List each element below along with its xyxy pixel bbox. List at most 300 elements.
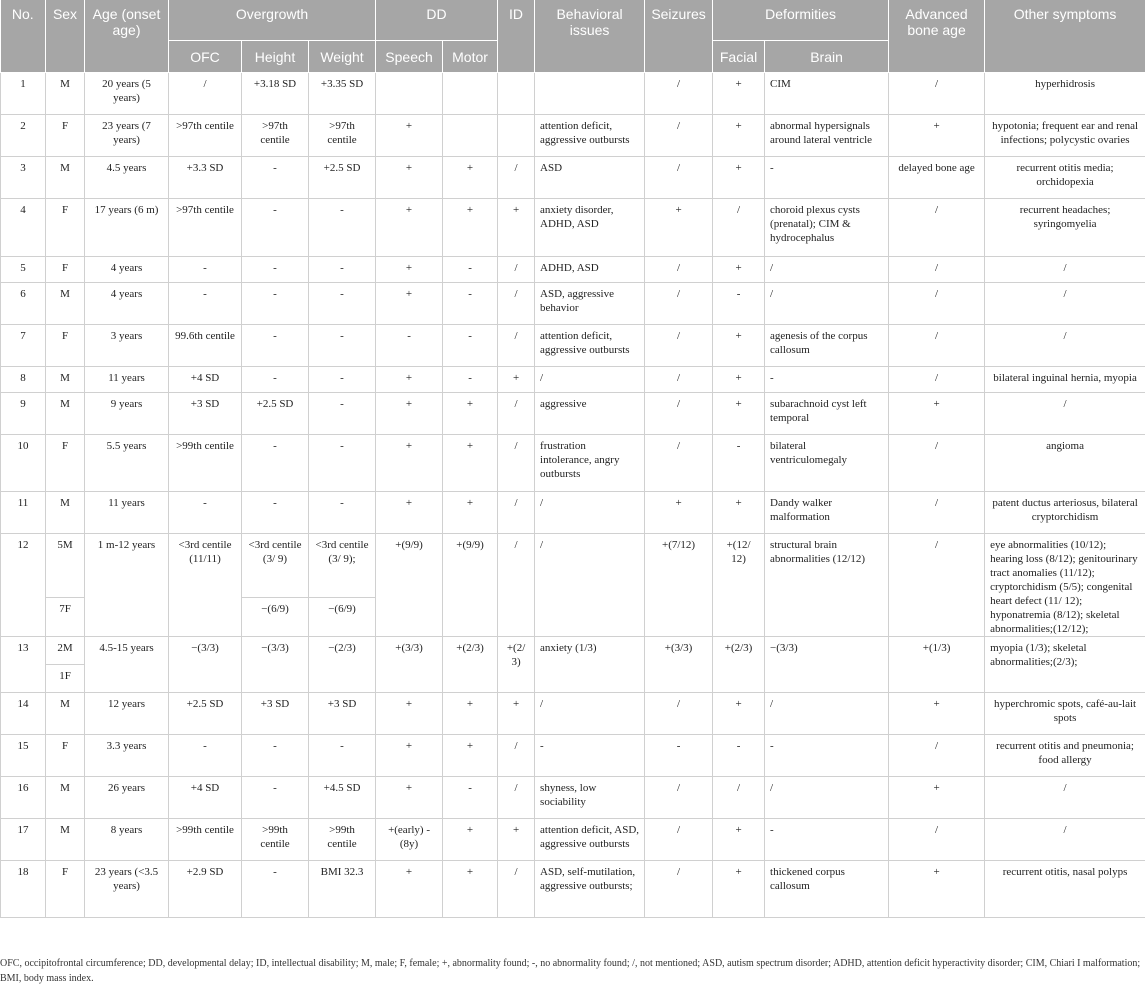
cell-height: >97th centile bbox=[242, 115, 309, 157]
table-row bbox=[1, 115, 1145, 157]
cell-brain: structural brain abnormalities (12/12) bbox=[765, 534, 889, 637]
cell-age: 9 years bbox=[85, 393, 169, 435]
cell-brain: abnormal hypersignals around lateral ventricle bbox=[765, 115, 889, 157]
cell-ofc: - bbox=[169, 257, 242, 283]
cell-bone: + bbox=[889, 861, 985, 918]
cell-height: - bbox=[242, 283, 309, 325]
cell-speech: + bbox=[376, 115, 443, 157]
cell-behavioral: anxiety disorder, ADHD, ASD bbox=[535, 199, 645, 257]
cell-brain: agenesis of the corpus callosum bbox=[765, 325, 889, 367]
cell-brain: / bbox=[765, 283, 889, 325]
cell-id: / bbox=[498, 492, 535, 534]
cell-bone: / bbox=[889, 367, 985, 393]
cell-motor bbox=[443, 73, 498, 115]
cell-bone: + bbox=[889, 115, 985, 157]
cell-other: eye abnormalities (10/12); hearing loss (8/12); genitourinary tract anomalies (11/12); cryptorchidism (5/5); congenital heart defect (11/ 12); hyponatremia (8/12); skeletal abnormalities;(12/12); bbox=[985, 534, 1145, 637]
cell-height: - bbox=[242, 735, 309, 777]
cell-weight: - bbox=[309, 257, 376, 283]
cell-motor: + bbox=[443, 492, 498, 534]
cell-no: 5 bbox=[1, 257, 46, 283]
cell-behavioral: frustration intolerance, angry outbursts bbox=[535, 435, 645, 492]
header-behavioral: Behavioral issues bbox=[535, 0, 645, 73]
cell-id: + bbox=[498, 819, 535, 861]
cell-speech: + bbox=[376, 777, 443, 819]
cell-weight_a: <3rd centile (3/ 9); bbox=[309, 534, 376, 598]
cell-facial: + bbox=[713, 325, 765, 367]
table-row bbox=[1, 777, 1145, 819]
cell-bone: / bbox=[889, 735, 985, 777]
cell-no: 13 bbox=[1, 637, 46, 693]
cell-speech: + bbox=[376, 492, 443, 534]
cell-ofc: - bbox=[169, 283, 242, 325]
table-row bbox=[1, 393, 1145, 435]
cell-behavioral: - bbox=[535, 735, 645, 777]
cell-other: angioma bbox=[985, 435, 1145, 492]
table-body bbox=[1, 73, 1145, 918]
table-row bbox=[1, 283, 1145, 325]
cell-age: 3.3 years bbox=[85, 735, 169, 777]
cell-other: patent ductus arteriosus, bilateral cryptorchidism bbox=[985, 492, 1145, 534]
header-id: ID bbox=[498, 0, 535, 73]
cell-seizures: + bbox=[645, 492, 713, 534]
cell-sex: F bbox=[46, 735, 85, 777]
cell-weight: - bbox=[309, 435, 376, 492]
cell-bone: / bbox=[889, 492, 985, 534]
cell-weight: +4.5 SD bbox=[309, 777, 376, 819]
table-row bbox=[1, 819, 1145, 861]
cell-sex_b: 7F bbox=[46, 597, 85, 636]
cell-motor: + bbox=[443, 157, 498, 199]
cell-bone: + bbox=[889, 777, 985, 819]
cell-other: / bbox=[985, 819, 1145, 861]
cell-weight: - bbox=[309, 492, 376, 534]
cell-other: recurrent headaches; syringomyelia bbox=[985, 199, 1145, 257]
table-row bbox=[1, 534, 1145, 598]
cell-seizures: / bbox=[645, 861, 713, 918]
cell-other: recurrent otitis and pneumonia; food allergy bbox=[985, 735, 1145, 777]
cell-bone: + bbox=[889, 693, 985, 735]
header-speech: Speech bbox=[376, 41, 443, 73]
cell-height: - bbox=[242, 157, 309, 199]
cell-bone: + bbox=[889, 393, 985, 435]
cell-motor: - bbox=[443, 367, 498, 393]
cell-id: + bbox=[498, 693, 535, 735]
cell-seizures: / bbox=[645, 73, 713, 115]
header-weight: Weight bbox=[309, 41, 376, 73]
cell-sex_b: 1F bbox=[46, 665, 85, 693]
cell-motor: +(9/9) bbox=[443, 534, 498, 637]
cell-no: 3 bbox=[1, 157, 46, 199]
cell-sex_a: 5M bbox=[46, 534, 85, 598]
cell-ofc: - bbox=[169, 492, 242, 534]
cell-no: 16 bbox=[1, 777, 46, 819]
table-row bbox=[1, 157, 1145, 199]
cell-ofc: >97th centile bbox=[169, 199, 242, 257]
cell-id: / bbox=[498, 534, 535, 637]
cell-ofc: >99th centile bbox=[169, 819, 242, 861]
cell-behavioral: attention deficit, ASD, aggressive outbursts bbox=[535, 819, 645, 861]
cell-behavioral: anxiety (1/3) bbox=[535, 637, 645, 693]
cell-speech bbox=[376, 73, 443, 115]
cell-no: 9 bbox=[1, 393, 46, 435]
cell-bone: / bbox=[889, 325, 985, 367]
cell-weight: +3 SD bbox=[309, 693, 376, 735]
cell-motor: - bbox=[443, 283, 498, 325]
cell-motor: + bbox=[443, 393, 498, 435]
cell-sex: M bbox=[46, 819, 85, 861]
cell-seizures: / bbox=[645, 157, 713, 199]
cell-speech: + bbox=[376, 283, 443, 325]
cell-facial: +(2/3) bbox=[713, 637, 765, 693]
cell-weight: - bbox=[309, 393, 376, 435]
cell-other: hyperhidrosis bbox=[985, 73, 1145, 115]
cell-motor: +(2/3) bbox=[443, 637, 498, 693]
cell-facial: + bbox=[713, 367, 765, 393]
cell-facial: + bbox=[713, 492, 765, 534]
cell-no: 18 bbox=[1, 861, 46, 918]
cell-bone: / bbox=[889, 435, 985, 492]
cell-speech: - bbox=[376, 325, 443, 367]
cell-other: recurrent otitis media; orchidopexia bbox=[985, 157, 1145, 199]
cell-seizures: / bbox=[645, 693, 713, 735]
cell-id: +(2/ 3) bbox=[498, 637, 535, 693]
cell-id: / bbox=[498, 257, 535, 283]
cell-motor: + bbox=[443, 693, 498, 735]
cell-motor: - bbox=[443, 325, 498, 367]
cell-facial: + bbox=[713, 393, 765, 435]
cell-age: 17 years (6 m) bbox=[85, 199, 169, 257]
table-row bbox=[1, 325, 1145, 367]
cell-facial: + bbox=[713, 73, 765, 115]
header-facial: Facial bbox=[713, 41, 765, 73]
cell-behavioral: / bbox=[535, 492, 645, 534]
table-header bbox=[1, 0, 1145, 73]
cell-facial: / bbox=[713, 199, 765, 257]
cell-weight: - bbox=[309, 367, 376, 393]
cell-height: >99th centile bbox=[242, 819, 309, 861]
cell-weight: - bbox=[309, 735, 376, 777]
cell-brain: / bbox=[765, 693, 889, 735]
cell-seizures: / bbox=[645, 367, 713, 393]
cell-behavioral bbox=[535, 73, 645, 115]
cell-facial: - bbox=[713, 435, 765, 492]
cell-other: bilateral inguinal hernia, myopia bbox=[985, 367, 1145, 393]
cell-bone: +(1/3) bbox=[889, 637, 985, 693]
cell-brain: subarachnoid cyst left temporal bbox=[765, 393, 889, 435]
cell-id: / bbox=[498, 157, 535, 199]
header-deformities: Deformities bbox=[713, 0, 889, 41]
cell-motor: - bbox=[443, 257, 498, 283]
cell-id: + bbox=[498, 199, 535, 257]
header-motor: Motor bbox=[443, 41, 498, 73]
cell-brain: - bbox=[765, 367, 889, 393]
cell-age: 8 years bbox=[85, 819, 169, 861]
cell-other: recurrent otitis, nasal polyps bbox=[985, 861, 1145, 918]
cell-height: - bbox=[242, 777, 309, 819]
cell-motor: + bbox=[443, 735, 498, 777]
cell-bone: / bbox=[889, 534, 985, 637]
cell-ofc: +3 SD bbox=[169, 393, 242, 435]
cell-sex: M bbox=[46, 367, 85, 393]
cell-speech: + bbox=[376, 367, 443, 393]
cell-speech: + bbox=[376, 157, 443, 199]
cell-height: −(3/3) bbox=[242, 637, 309, 693]
cell-facial: + bbox=[713, 257, 765, 283]
cell-facial: + bbox=[713, 861, 765, 918]
cell-no: 1 bbox=[1, 73, 46, 115]
cell-weight: >99th centile bbox=[309, 819, 376, 861]
cell-facial: +(12/ 12) bbox=[713, 534, 765, 637]
cell-age: 26 years bbox=[85, 777, 169, 819]
table-row bbox=[1, 257, 1145, 283]
table-row bbox=[1, 492, 1145, 534]
cell-speech: + bbox=[376, 199, 443, 257]
cell-ofc: −(3/3) bbox=[169, 637, 242, 693]
cell-age: 11 years bbox=[85, 367, 169, 393]
cell-no: 17 bbox=[1, 819, 46, 861]
cell-brain: CIM bbox=[765, 73, 889, 115]
cell-height_b: −(6/9) bbox=[242, 597, 309, 636]
header-ofc: OFC bbox=[169, 41, 242, 73]
cell-bone: / bbox=[889, 819, 985, 861]
cell-brain: / bbox=[765, 257, 889, 283]
cell-weight: +3.35 SD bbox=[309, 73, 376, 115]
cell-height: - bbox=[242, 861, 309, 918]
cell-seizures: / bbox=[645, 257, 713, 283]
cell-no: 2 bbox=[1, 115, 46, 157]
cell-seizures: + bbox=[645, 199, 713, 257]
cell-brain: - bbox=[765, 157, 889, 199]
cell-brain: / bbox=[765, 777, 889, 819]
cell-other: / bbox=[985, 283, 1145, 325]
cell-seizures: / bbox=[645, 777, 713, 819]
cell-age: 4 years bbox=[85, 257, 169, 283]
cell-speech: +(early) -(8y) bbox=[376, 819, 443, 861]
cell-sex: M bbox=[46, 157, 85, 199]
cell-weight_b: −(6/9) bbox=[309, 597, 376, 636]
cell-no: 11 bbox=[1, 492, 46, 534]
cell-seizures: / bbox=[645, 115, 713, 157]
cell-seizures: / bbox=[645, 325, 713, 367]
cell-seizures: / bbox=[645, 819, 713, 861]
cell-brain: choroid plexus cysts (prenatal); CIM & hydrocephalus bbox=[765, 199, 889, 257]
cell-no: 4 bbox=[1, 199, 46, 257]
cell-facial: / bbox=[713, 777, 765, 819]
header-dd: DD bbox=[376, 0, 498, 41]
cell-ofc: +2.5 SD bbox=[169, 693, 242, 735]
cell-sex: M bbox=[46, 393, 85, 435]
cell-weight: −(2/3) bbox=[309, 637, 376, 693]
table-row bbox=[1, 73, 1145, 115]
cell-facial: + bbox=[713, 115, 765, 157]
cell-ofc: +3.3 SD bbox=[169, 157, 242, 199]
cell-weight: - bbox=[309, 283, 376, 325]
cell-brain: bilateral ventriculomegaly bbox=[765, 435, 889, 492]
cell-sex: M bbox=[46, 492, 85, 534]
header-age: Age (onset age) bbox=[85, 0, 169, 73]
cell-behavioral: ASD, aggressive behavior bbox=[535, 283, 645, 325]
cell-ofc: - bbox=[169, 735, 242, 777]
cell-height: - bbox=[242, 435, 309, 492]
cell-id: / bbox=[498, 393, 535, 435]
cell-ofc: >97th centile bbox=[169, 115, 242, 157]
cell-age: 3 years bbox=[85, 325, 169, 367]
cell-other: / bbox=[985, 393, 1145, 435]
cell-bone: / bbox=[889, 257, 985, 283]
table-row bbox=[1, 199, 1145, 257]
cell-speech: + bbox=[376, 435, 443, 492]
cell-seizures: / bbox=[645, 283, 713, 325]
header-no: No. bbox=[1, 0, 46, 73]
cell-id bbox=[498, 73, 535, 115]
cell-weight: >97th centile bbox=[309, 115, 376, 157]
cell-height: - bbox=[242, 257, 309, 283]
cell-age: 23 years (7 years) bbox=[85, 115, 169, 157]
cell-speech: + bbox=[376, 735, 443, 777]
cell-sex: F bbox=[46, 325, 85, 367]
cell-behavioral: ASD, self-mutilation, aggressive outbursts; bbox=[535, 861, 645, 918]
cell-id: / bbox=[498, 777, 535, 819]
cell-speech: + bbox=[376, 257, 443, 283]
cell-facial: + bbox=[713, 819, 765, 861]
table-row bbox=[1, 367, 1145, 393]
cell-ofc: >99th centile bbox=[169, 435, 242, 492]
cell-seizures: / bbox=[645, 393, 713, 435]
cell-age: 5.5 years bbox=[85, 435, 169, 492]
cell-facial: + bbox=[713, 157, 765, 199]
cell-motor: + bbox=[443, 435, 498, 492]
cell-other: / bbox=[985, 257, 1145, 283]
table-row bbox=[1, 693, 1145, 735]
header-overgrowth: Overgrowth bbox=[169, 0, 376, 41]
cell-age: 4.5-15 years bbox=[85, 637, 169, 693]
cell-height: +2.5 SD bbox=[242, 393, 309, 435]
cell-motor: - bbox=[443, 777, 498, 819]
cell-bone: / bbox=[889, 199, 985, 257]
cell-height: +3.18 SD bbox=[242, 73, 309, 115]
cell-other: hypotonia; frequent ear and renal infections; polycystic ovaries bbox=[985, 115, 1145, 157]
cell-height: - bbox=[242, 199, 309, 257]
header-height: Height bbox=[242, 41, 309, 73]
cell-behavioral: / bbox=[535, 534, 645, 637]
cell-ofc: / bbox=[169, 73, 242, 115]
cell-id bbox=[498, 115, 535, 157]
cell-id: + bbox=[498, 367, 535, 393]
cell-seizures: / bbox=[645, 435, 713, 492]
header-bone-age: Advanced bone age bbox=[889, 0, 985, 73]
cell-facial: - bbox=[713, 283, 765, 325]
cell-bone: / bbox=[889, 73, 985, 115]
cell-seizures: +(3/3) bbox=[645, 637, 713, 693]
cell-other: myopia (1/3); skeletal abnormalities;(2/3); bbox=[985, 637, 1145, 693]
cell-id: / bbox=[498, 325, 535, 367]
cell-facial: + bbox=[713, 693, 765, 735]
cell-behavioral: shyness, low sociability bbox=[535, 777, 645, 819]
cell-sex: F bbox=[46, 115, 85, 157]
cell-sex: M bbox=[46, 693, 85, 735]
header-other: Other symptoms bbox=[985, 0, 1145, 73]
cell-weight: +2.5 SD bbox=[309, 157, 376, 199]
cell-age: 4 years bbox=[85, 283, 169, 325]
cell-weight: - bbox=[309, 325, 376, 367]
cell-behavioral: attention deficit, aggressive outbursts bbox=[535, 325, 645, 367]
cell-ofc: +4 SD bbox=[169, 777, 242, 819]
cell-ofc: +4 SD bbox=[169, 367, 242, 393]
cell-other: hyperchromic spots, café-au-lait spots bbox=[985, 693, 1145, 735]
cell-weight: - bbox=[309, 199, 376, 257]
cell-sex: M bbox=[46, 777, 85, 819]
cell-brain: −(3/3) bbox=[765, 637, 889, 693]
cell-speech: + bbox=[376, 693, 443, 735]
cell-speech: +(9/9) bbox=[376, 534, 443, 637]
cell-brain: - bbox=[765, 819, 889, 861]
cell-seizures: +(7/12) bbox=[645, 534, 713, 637]
cell-no: 10 bbox=[1, 435, 46, 492]
cell-no: 6 bbox=[1, 283, 46, 325]
cell-weight: BMI 32.3 bbox=[309, 861, 376, 918]
cell-id: / bbox=[498, 283, 535, 325]
cell-id: / bbox=[498, 735, 535, 777]
cell-no: 7 bbox=[1, 325, 46, 367]
cell-no: 15 bbox=[1, 735, 46, 777]
cell-behavioral: / bbox=[535, 367, 645, 393]
cell-speech: +(3/3) bbox=[376, 637, 443, 693]
cell-age: 11 years bbox=[85, 492, 169, 534]
cell-brain: - bbox=[765, 735, 889, 777]
cell-ofc: <3rd centile (11/11) bbox=[169, 534, 242, 637]
cell-behavioral: attention deficit, aggressive outbursts bbox=[535, 115, 645, 157]
cell-id: / bbox=[498, 861, 535, 918]
cell-brain: Dandy walker malformation bbox=[765, 492, 889, 534]
cell-behavioral: ASD bbox=[535, 157, 645, 199]
cell-ofc: +2.9 SD bbox=[169, 861, 242, 918]
cell-ofc: 99.6th centile bbox=[169, 325, 242, 367]
cell-behavioral: ADHD, ASD bbox=[535, 257, 645, 283]
cell-sex_a: 2M bbox=[46, 637, 85, 665]
cell-facial: - bbox=[713, 735, 765, 777]
cell-sex: M bbox=[46, 283, 85, 325]
cell-behavioral: / bbox=[535, 693, 645, 735]
cell-speech: + bbox=[376, 393, 443, 435]
header-sex: Sex bbox=[46, 0, 85, 73]
header-seizures: Seizures bbox=[645, 0, 713, 73]
cell-motor: + bbox=[443, 861, 498, 918]
cell-height: - bbox=[242, 367, 309, 393]
cell-no: 8 bbox=[1, 367, 46, 393]
cell-sex: F bbox=[46, 435, 85, 492]
cell-speech: + bbox=[376, 861, 443, 918]
cell-age: 12 years bbox=[85, 693, 169, 735]
cell-motor: + bbox=[443, 819, 498, 861]
cell-age: 4.5 years bbox=[85, 157, 169, 199]
cell-age: 20 years (5 years) bbox=[85, 73, 169, 115]
table-row bbox=[1, 861, 1145, 918]
cell-height: - bbox=[242, 492, 309, 534]
cell-sex: F bbox=[46, 199, 85, 257]
cell-bone: / bbox=[889, 283, 985, 325]
cell-brain: thickened corpus callosum bbox=[765, 861, 889, 918]
cell-height_a: <3rd centile (3/ 9) bbox=[242, 534, 309, 598]
cell-no: 14 bbox=[1, 693, 46, 735]
cell-bone: delayed bone age bbox=[889, 157, 985, 199]
cell-sex: F bbox=[46, 861, 85, 918]
cell-sex: F bbox=[46, 257, 85, 283]
cell-motor: + bbox=[443, 199, 498, 257]
table-row bbox=[1, 735, 1145, 777]
cell-sex: M bbox=[46, 73, 85, 115]
cell-other: / bbox=[985, 777, 1145, 819]
cell-seizures: - bbox=[645, 735, 713, 777]
